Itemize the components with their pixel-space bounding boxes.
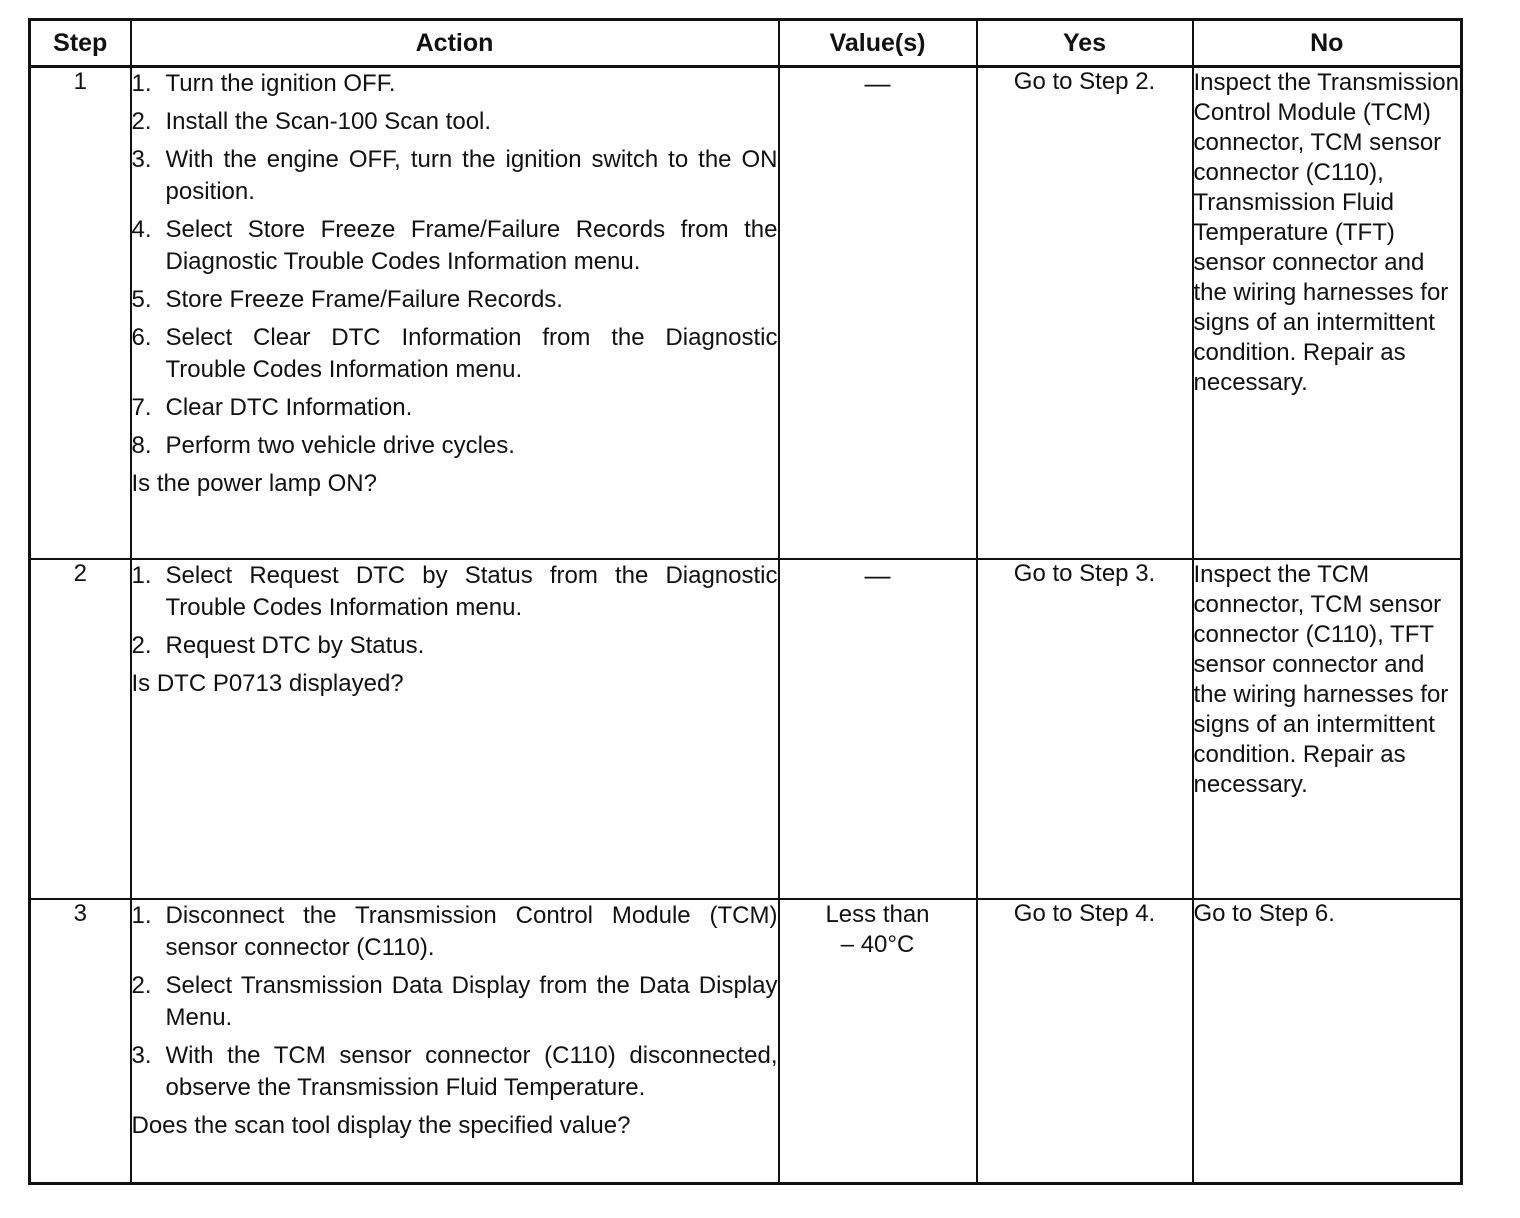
yes-cell: Go to Step 2.	[977, 67, 1193, 560]
action-item: 2. Request DTC by Status.	[131, 632, 425, 659]
header-action: Action	[131, 20, 779, 67]
action-question: Is the power lamp ON?	[131, 470, 377, 497]
table-row	[30, 559, 1462, 899]
action-item: 8. Perform two vehicle drive cycles.	[131, 432, 515, 459]
action-list	[132, 68, 778, 462]
yes-cell: Go to Step 4.	[977, 899, 1193, 1184]
action-item: 5. Store Freeze Frame/Failure Records.	[131, 286, 563, 313]
action-cell	[131, 67, 779, 560]
action-item: 6. Select Clear DTC Information from the Diagnostic Trouble Codes Information menu.	[131, 324, 778, 383]
value-cell	[779, 899, 977, 1184]
action-question: Does the scan tool display the specified value?	[131, 1112, 631, 1139]
action-item: 1. Turn the ignition OFF.	[131, 70, 396, 97]
table-row	[30, 899, 1462, 1184]
yes-cell: Go to Step 3.	[977, 559, 1193, 899]
header-row	[30, 20, 1462, 67]
action-item: 2. Install the Scan-100 Scan tool.	[131, 108, 492, 135]
header-values: Value(s)	[779, 20, 977, 67]
action-item: 7. Clear DTC Information.	[131, 394, 413, 421]
value-cell: —	[779, 67, 977, 560]
action-item: 3. With the TCM sensor connector (C110) disconnected, observe the Transmission Fluid Temperature.	[131, 1042, 778, 1101]
action-item: 4. Select Store Freeze Frame/Failure Records from the Diagnostic Trouble Codes Information menu.	[131, 216, 778, 275]
action-item: 1. Select Request DTC by Status from the Diagnostic Trouble Codes Information menu.	[131, 562, 778, 621]
action-item: 2. Select Transmission Data Display from the Data Display Menu.	[131, 972, 778, 1031]
action-item: 3. With the engine OFF, turn the ignition switch to the ON position.	[131, 146, 778, 205]
value-line: Less than	[825, 901, 930, 928]
step-number: 2	[30, 559, 131, 899]
step-number: 1	[30, 67, 131, 560]
value-line: – 40°C	[840, 931, 915, 958]
action-item: 1. Disconnect the Transmission Control Module (TCM) sensor connector (C110).	[131, 902, 778, 961]
step-number: 3	[30, 899, 131, 1184]
action-list	[132, 900, 778, 1104]
no-cell: Go to Step 6.	[1193, 899, 1462, 1184]
action-cell	[131, 899, 779, 1184]
action-question: Is DTC P0713 displayed?	[131, 670, 404, 697]
header-step: Step	[30, 20, 131, 67]
header-yes: Yes	[977, 20, 1193, 67]
no-cell: Inspect the TCM connector, TCM sensor connector (C110), TFT sensor connector and the wiring harnesses for signs of an intermittent condition. Repair as necessary.	[1193, 559, 1462, 899]
action-cell	[131, 559, 779, 899]
table-row	[30, 67, 1462, 560]
no-cell: Inspect the Transmission Control Module (TCM) connector, TCM sensor connector (C110), Transmission Fluid Temperature (TFT) sensor connector and the wiring harnesses for signs of an intermittent condition. Repair as necessary.	[1193, 67, 1462, 560]
action-list	[132, 560, 778, 662]
diagnostic-table	[28, 18, 1463, 1185]
value-cell: —	[779, 559, 977, 899]
header-no: No	[1193, 20, 1462, 67]
